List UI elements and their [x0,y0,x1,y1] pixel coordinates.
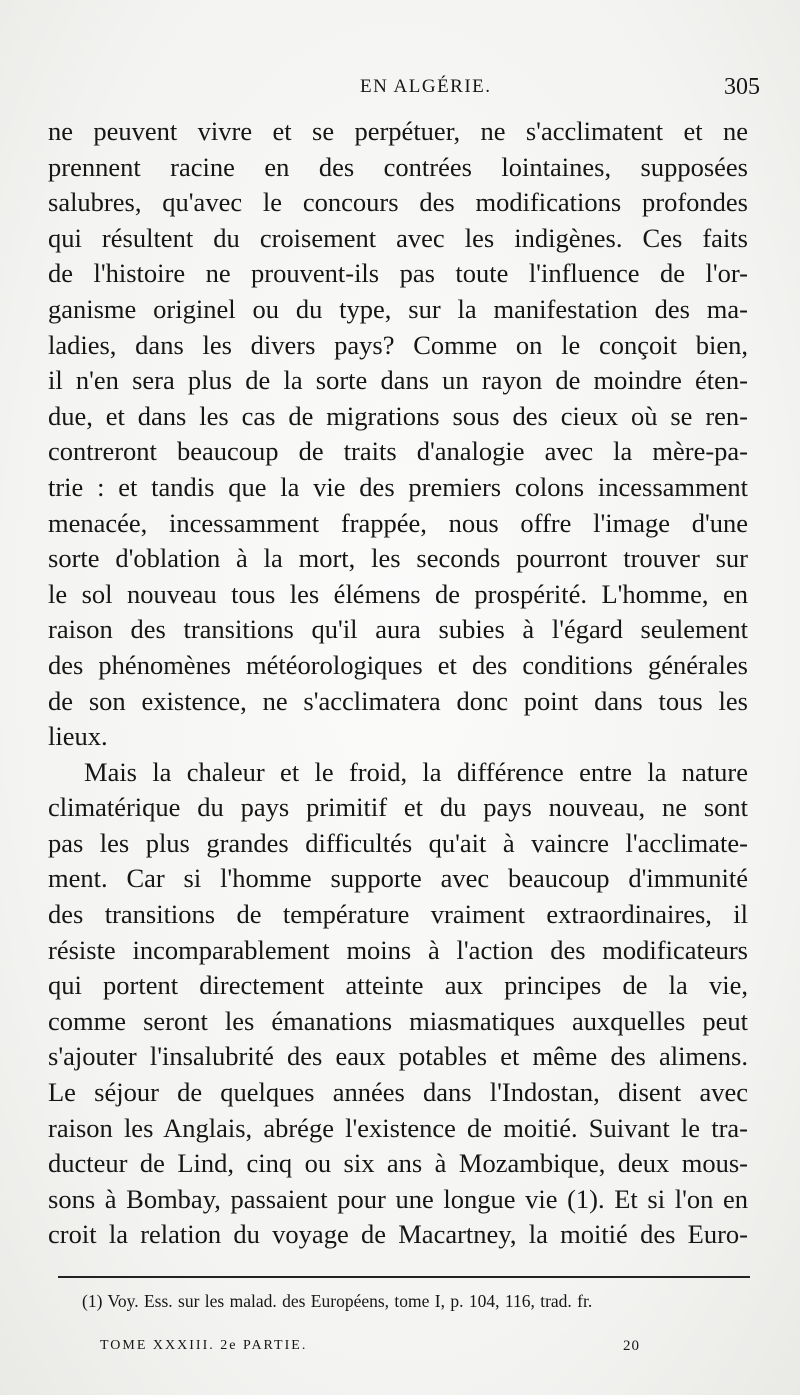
signature-line [100,1338,640,1362]
signature-mark: TOME XXXIII. 2e PARTIE. [100,1338,308,1353]
body-text [48,114,748,1253]
text-line: sorte d'oblation à la mort, les seconds pourront trouver sur [48,543,748,574]
footnote: (1) Voy. Ess. sur les malad. des Européens, tome I, p. 104, 116, trad. fr. [82,1291,593,1311]
text-line: des phénomènes météorologiques et des conditions générales [48,649,748,680]
page-number: 305 [724,74,760,100]
text-line: résiste incomparablement moins à l'action des modificateurs [48,934,748,965]
text-line: sons à Bombay, passaient pour une longue vie (1). Et si l'on en [48,1183,748,1214]
footnote-rule [58,1276,750,1278]
signature-number: 20 [623,1338,640,1354]
text-line: due, et dans les cas de migrations sous des cieux où se ren- [48,400,748,431]
text-line: croit la relation du voyage de Macartney, la moitié des Euro- [48,1219,748,1250]
text-line: de l'histoire ne prouvent-ils pas toute l'influence de l'or- [48,258,748,289]
text-line: lieux. [48,721,108,752]
text-line: ladies, dans les divers pays? Comme on le conçoit bien, [48,329,748,360]
text-line: pas les plus grandes difficultés qu'ait à vaincre l'acclimate- [48,827,748,858]
text-line: des transitions de température vraiment extraordinaires, il [48,899,748,930]
text-line: salubres, qu'avec le concours des modifications profondes [48,187,748,218]
text-line: comme seront les émanations miasmatiques auxquelles peut [48,1005,748,1036]
text-line: le sol nouveau tous les élémens de prospérité. L'homme, en [48,578,748,609]
text-line: trie : et tandis que la vie des premiers colons incessamment [48,471,748,502]
text-line: ment. Car si l'homme supporte avec beaucoup d'immunité [48,863,748,894]
text-line: il n'en sera plus de la sorte dans un rayon de moindre éten- [48,365,748,396]
text-line: qui résultent du croisement avec les indigènes. Ces faits [48,222,748,253]
text-line: raison des transitions qu'il aura subies à l'égard seulement [48,614,748,645]
text-line: s'ajouter l'insalubrité des eaux potables et même des alimens. [48,1041,748,1072]
text-line: qui portent directement atteinte aux principes de la vie, [48,970,748,1001]
text-line: prennent racine en des contrées lointaines, supposées [48,151,748,182]
text-line: Le séjour de quelques années dans l'Indostan, disent avec [48,1077,748,1108]
page-header [48,74,764,108]
running-title: EN ALGÉRIE. [360,76,492,97]
text-line: ne peuvent vivre et se perpétuer, ne s'acclimatent et ne [48,116,748,146]
text-line: ganisme originel ou du type, sur la manifestation des ma- [48,293,748,324]
text-line: menacée, incessamment frappée, nous offre l'image d'une [48,507,748,538]
text-line: climatérique du pays primitif et du pays nouveau, ne sont [48,792,748,823]
text-line: Mais la chaleur et le froid, la différence entre la nature [84,756,748,787]
text-line: raison les Anglais, abrége l'existence de moitié. Suivant le tra- [48,1112,748,1143]
text-line: contreront beaucoup de traits d'analogie avec la mère-pa- [48,436,748,467]
text-line: ducteur de Lind, cinq ou six ans à Mozambique, deux mous- [48,1148,748,1179]
text-line: de son existence, ne s'acclimatera donc point dans tous les [48,685,748,716]
